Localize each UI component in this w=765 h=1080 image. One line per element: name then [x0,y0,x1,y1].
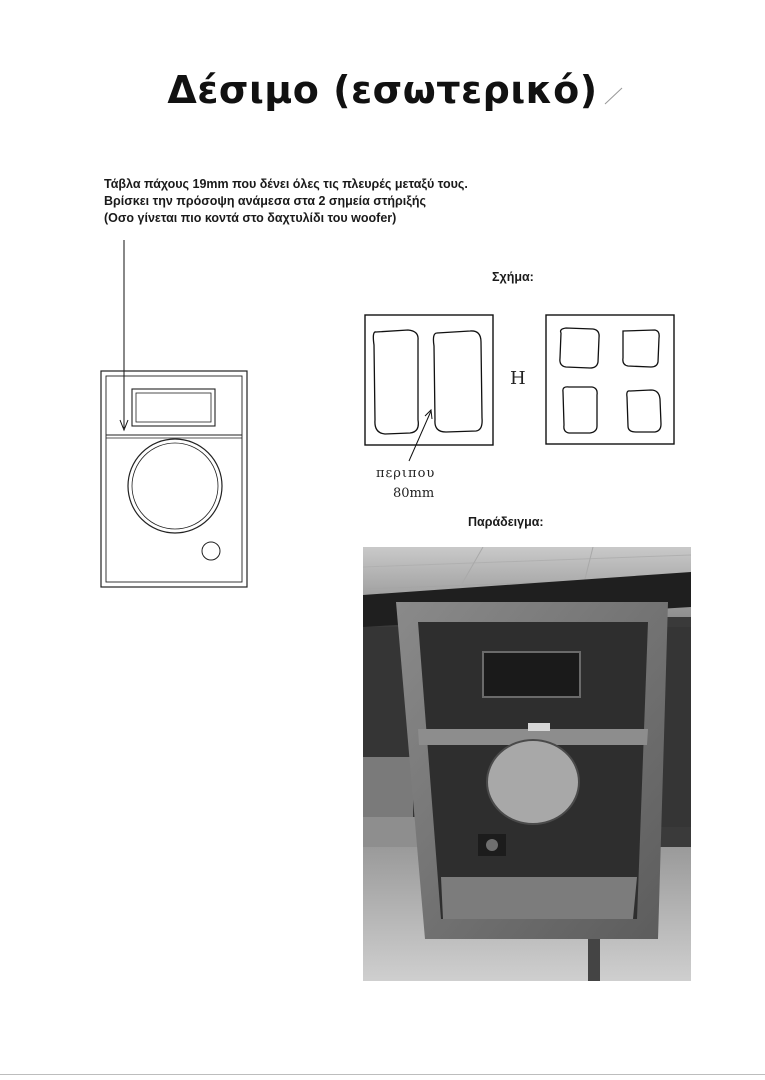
example-photo-graphic [363,547,691,981]
stray-mark [605,88,622,104]
page-title: Δέσιμο (εσωτερικό) [167,68,598,112]
brace-option-two-cutouts [365,315,493,461]
brace-pointer-arrow [120,240,128,430]
page-footer-rule [0,1074,765,1075]
note-line-2: Βρίσκει την πρόσοψη ανάμεσα στα 2 σημεία στήριξής [104,194,426,208]
speaker-cabinet-drawing [101,371,247,587]
schema-label: Σχήμα: [492,270,534,284]
example-label: Παράδειγμα: [468,515,544,529]
note-line-3: (Οσο γίνεται πιο κοντά στο δαχτυλίδι του woofer) [104,211,397,225]
note-line-1: Τάβλα πάχους 19mm που δένει όλες τις πλευρές μεταξύ τους. [104,177,468,191]
example-photo [363,547,691,981]
brace-option-four-cutouts [546,315,674,444]
size-handwritten-note: 80mm [393,486,435,501]
or-handwritten-mark: Η [510,368,526,389]
approx-handwritten-note: περιπου [376,466,436,481]
